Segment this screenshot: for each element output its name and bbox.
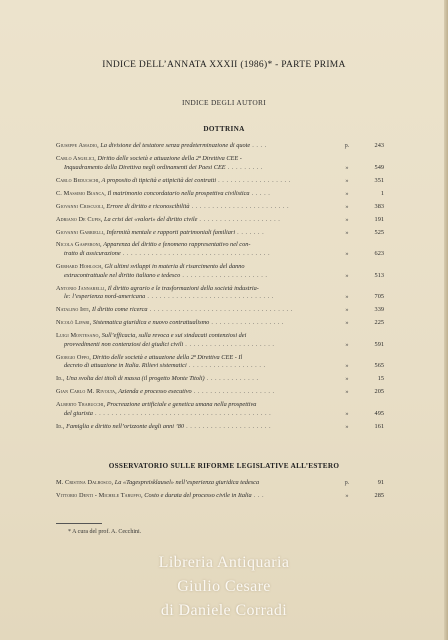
dot-leader: . . . . — [250, 142, 267, 149]
entry-line — [56, 375, 368, 384]
index-entry — [56, 332, 384, 349]
entry-author: Nicola Gasperoni, — [56, 241, 102, 249]
page-marker: » — [345, 375, 349, 383]
page-number: 351 — [374, 176, 384, 184]
dot-leader: . . . . . . . . . . . . . . . . . . . . — [197, 215, 281, 223]
entry-line — [56, 229, 368, 238]
entry-title: provvedimenti non contenziosi dei giudici civili — [64, 340, 184, 348]
entry-line — [56, 479, 368, 488]
page-number: 525 — [374, 228, 384, 236]
index-entry — [56, 306, 384, 315]
entry-title: Il diritto agrario e le trasformazioni della società industria- — [106, 284, 259, 292]
index-entry — [56, 241, 384, 258]
index-entry — [56, 228, 384, 238]
entry-line — [56, 190, 368, 199]
dot-leader: . . . . . . . . . . . . . . . . . . . — [186, 362, 266, 370]
index-entry — [56, 215, 384, 225]
entry-line — [56, 293, 368, 302]
page-number: 495 — [374, 409, 384, 417]
bookseller-stamp-line2: Giulio Cesare — [177, 578, 271, 595]
entry-line — [56, 203, 368, 212]
entry-line — [56, 319, 368, 328]
index-entry — [56, 154, 384, 172]
entry-author: Nicolò Lipari, — [56, 319, 92, 327]
page-number: 383 — [374, 202, 384, 210]
index-entry — [56, 202, 384, 212]
entry-title: decreto di attuazione in Italia. Rilievi sistematici — [64, 362, 187, 370]
page-number: 623 — [374, 250, 384, 258]
entry-author: Gerhard Hohloch, — [56, 263, 103, 271]
osservatorio-entry-list — [56, 479, 384, 505]
entry-title: Apparenza del diritto e fenomeno rappresentativo nel con- — [101, 241, 251, 249]
entry-title: Procreazione artificiale e genetica umana nella prospettiva — [105, 401, 257, 409]
page-marker: » — [345, 340, 349, 348]
page-number: 565 — [374, 362, 384, 370]
page-marker: » — [345, 422, 349, 430]
entry-author: Vittorio Denti - Michele Taruffo, — [56, 491, 143, 499]
entry-title: Una svolta dei titoli di massa (il progetto Monte Titoli) — [64, 375, 205, 383]
entry-title: Inquadramento della Direttiva negli ordinamenti dei Paesi CEE — [64, 163, 226, 171]
entry-title: A proposito di tipicità e atipicità dei contratti — [100, 176, 217, 184]
entry-title: La «Tagespreisklausel» nell’esperienza giuridica tedesca — [113, 479, 260, 486]
dot-leader: . . . . . . . . . — [225, 163, 263, 171]
entry-title: extracontrattuale nel diritto italiano e tedesco — [64, 271, 181, 279]
page-marker: p. — [344, 142, 350, 149]
dot-leader: . . . — [251, 491, 265, 499]
entry-title: Sull’efficacia, sulla revoca e sui sindacati contenziosi dei — [100, 332, 247, 340]
entry-title: del giurista — [64, 409, 93, 417]
index-entry — [56, 176, 384, 186]
index-entry — [56, 263, 384, 280]
bookseller-stamp-line3: di Daniele Corradi — [160, 602, 288, 619]
entry-line — [56, 341, 368, 350]
dot-leader: . . . . . . . . . . . . . . . . . . . . . — [184, 422, 272, 430]
index-entry — [56, 388, 384, 397]
page-title: INDICE DELL’ANNATA XXXII (1986)* - PARTE PRIMA — [102, 60, 346, 70]
entry-title: Il diritto come ricerca — [90, 306, 148, 314]
dottrina-entry-list — [56, 142, 384, 436]
entry-line — [56, 164, 368, 173]
entry-line — [56, 263, 368, 272]
page-number: 243 — [374, 142, 384, 149]
page-marker: » — [345, 293, 349, 301]
entry-title: Costo e durata del processo civile in Italia — [142, 491, 252, 499]
entry-title: tratto di assicurazione — [64, 250, 121, 258]
page-marker: » — [345, 362, 349, 370]
page-marker: » — [345, 388, 349, 396]
index-entry — [56, 375, 384, 384]
index-entry — [56, 401, 384, 418]
page-number: 705 — [374, 293, 384, 301]
index-entry — [56, 319, 384, 328]
entry-author: Luigi Montesano, — [56, 332, 101, 340]
page-marker: » — [345, 319, 349, 327]
page-marker: » — [345, 163, 349, 171]
entry-line — [56, 272, 368, 281]
index-subtitle: INDICE DEGLI AUTORI — [182, 98, 266, 107]
page-marker: » — [345, 306, 349, 314]
page-number: 285 — [374, 491, 384, 499]
dot-leader: . . . . . . . . . . . . . . . . . . . . . . — [183, 340, 275, 348]
dot-leader: . . . . . . . . . . . . . . . . . . . . . — [180, 271, 268, 279]
page-marker: » — [345, 202, 349, 210]
entry-author: Alberto Trabucchi, — [56, 401, 106, 409]
page-marker: p. — [344, 479, 350, 486]
page-number: 191 — [374, 215, 384, 223]
dot-leader: . . . . . . . . . . . . . . . . . . . . . . . . . . . . . . . . . . . . . . . . . . . — [92, 409, 272, 417]
page-marker: » — [345, 176, 349, 184]
index-entry — [56, 142, 384, 151]
page-marker: » — [345, 215, 349, 223]
entry-line — [56, 410, 368, 419]
entry-line — [56, 155, 368, 164]
entry-title: Azienda e processo esecutivo — [116, 388, 192, 396]
entry-author: Carlo Angelici, — [56, 154, 96, 162]
entry-line — [56, 285, 368, 294]
index-entry — [56, 479, 384, 488]
page-number: 549 — [374, 163, 384, 171]
entry-title: Diritto delle società e attuazione della 2ª Direttiva CEE - — [95, 154, 242, 162]
page-number: 591 — [374, 340, 384, 348]
entry-line — [56, 306, 368, 315]
section-heading-dottrina: DOTTRINA — [203, 125, 245, 133]
entry-title: Infermità mentale e rapporti patrimoniali familiari — [104, 228, 236, 236]
section-heading-osservatorio: OSSERVATORIO SULLE RIFORME LEGISLATIVE ALL’ESTERO — [108, 462, 340, 470]
entry-line — [56, 177, 368, 186]
page-marker: » — [345, 271, 349, 279]
page-number: 15 — [377, 375, 384, 383]
entry-title: Sistematica giuridica e nuovo contrattualismo — [91, 319, 210, 327]
entry-author: Giovanni Gabrielli, — [56, 228, 105, 236]
entry-title: Il matrimonio concordatario nella prospettiva civilistica — [105, 189, 250, 197]
entry-title: La divisione del testatore senza predeterminazione di quote — [98, 142, 251, 149]
page-number: 161 — [374, 422, 384, 430]
entry-title: La crisi dei «valori» del diritto civile — [102, 215, 198, 223]
entry-title: Famiglia e diritto nell’orizzonte degli anni ’80 — [64, 422, 185, 430]
page-marker: » — [345, 228, 349, 236]
page-number: 225 — [374, 319, 384, 327]
index-entry — [56, 353, 384, 371]
footnote-divider — [56, 523, 102, 524]
page-number: 339 — [374, 306, 384, 314]
entry-author: C. Massimo Bianca, — [56, 189, 106, 197]
page-number: 1 — [380, 189, 384, 197]
dot-leader: . . . . . . . — [235, 228, 265, 236]
entry-line — [56, 354, 368, 363]
dot-leader: . . . . . . . . . . . . . . . . . . . . — [191, 388, 275, 396]
dot-leader: . . . . . . . . . . . . . . . . . . . . . . . . . . . . . . . . . . . . — [120, 250, 271, 258]
entry-author: M. Cristina Dalbosco, — [56, 479, 114, 486]
page-marker: » — [345, 250, 349, 258]
entry-author: Giorgio Oppo, — [56, 353, 91, 361]
page-marker: » — [345, 491, 349, 499]
entry-author: Id., — [56, 422, 65, 430]
bookseller-stamp-line1: Libreria Antiquaria — [158, 554, 290, 571]
dot-leader: . . . . . . . . . . . . . . . . . . — [216, 176, 291, 184]
entry-line — [56, 423, 368, 432]
footnote: * A cura del prof. A. Cecchini. — [68, 529, 142, 535]
entry-title: le: l’esperienza nord-americana — [64, 293, 146, 301]
entry-line — [56, 492, 368, 501]
page-marker: » — [345, 409, 349, 417]
entry-title: Diritto delle società e attuazione della 2ª Direttiva CEE - Il — [90, 353, 243, 361]
entry-line — [56, 388, 368, 397]
entry-author: Giovanni Criscuoli, — [56, 202, 105, 210]
entry-line — [56, 332, 368, 341]
dot-leader: . . . . . — [249, 189, 271, 197]
index-entry — [56, 491, 384, 501]
entry-line — [56, 142, 368, 151]
page-number: 513 — [374, 271, 384, 279]
index-entry — [56, 189, 384, 199]
page-number: 205 — [374, 388, 384, 396]
dot-leader: . . . . . . . . . . . . . . . . . . . . . . . . — [189, 202, 290, 210]
entry-author: Giuseppe Amadio, — [56, 142, 99, 149]
page-number: 91 — [377, 479, 384, 486]
entry-author: Antonio Jannarelli, — [56, 284, 107, 292]
dot-leader: . . . . . . . . . . . . . . . . . . — [209, 319, 284, 327]
entry-author: Carlo Beducschi, — [56, 176, 101, 184]
dot-leader: . . . . . . . . . . . . . . . . . . . . . . . . . . . . . . . — [145, 293, 274, 301]
entry-line — [56, 401, 368, 410]
entry-line — [56, 216, 368, 225]
entry-author: Natalino Irti, — [56, 306, 91, 314]
page-marker: » — [345, 189, 349, 197]
entry-title: Gli ultimi sviluppi in materia di risarcimento del danno — [102, 263, 245, 271]
entry-author: Gian Carlo M. Rivolta, — [56, 388, 117, 396]
entry-line — [56, 362, 368, 371]
index-entry — [56, 422, 384, 432]
entry-line — [56, 241, 368, 250]
entry-author: Adriano De Cupis, — [56, 215, 103, 223]
entry-line — [56, 250, 368, 259]
index-entry — [56, 284, 384, 302]
dot-leader: . . . . . . . . . . . . . — [204, 375, 259, 383]
entry-author: Id., — [56, 375, 65, 383]
entry-title: Errore di diritto e riconoscibilità — [104, 202, 190, 210]
page-edge — [444, 0, 448, 640]
dot-leader: . . . . . . . . . . . . . . . . . . . . . . . . . . . . . . . . . . . — [147, 306, 293, 314]
